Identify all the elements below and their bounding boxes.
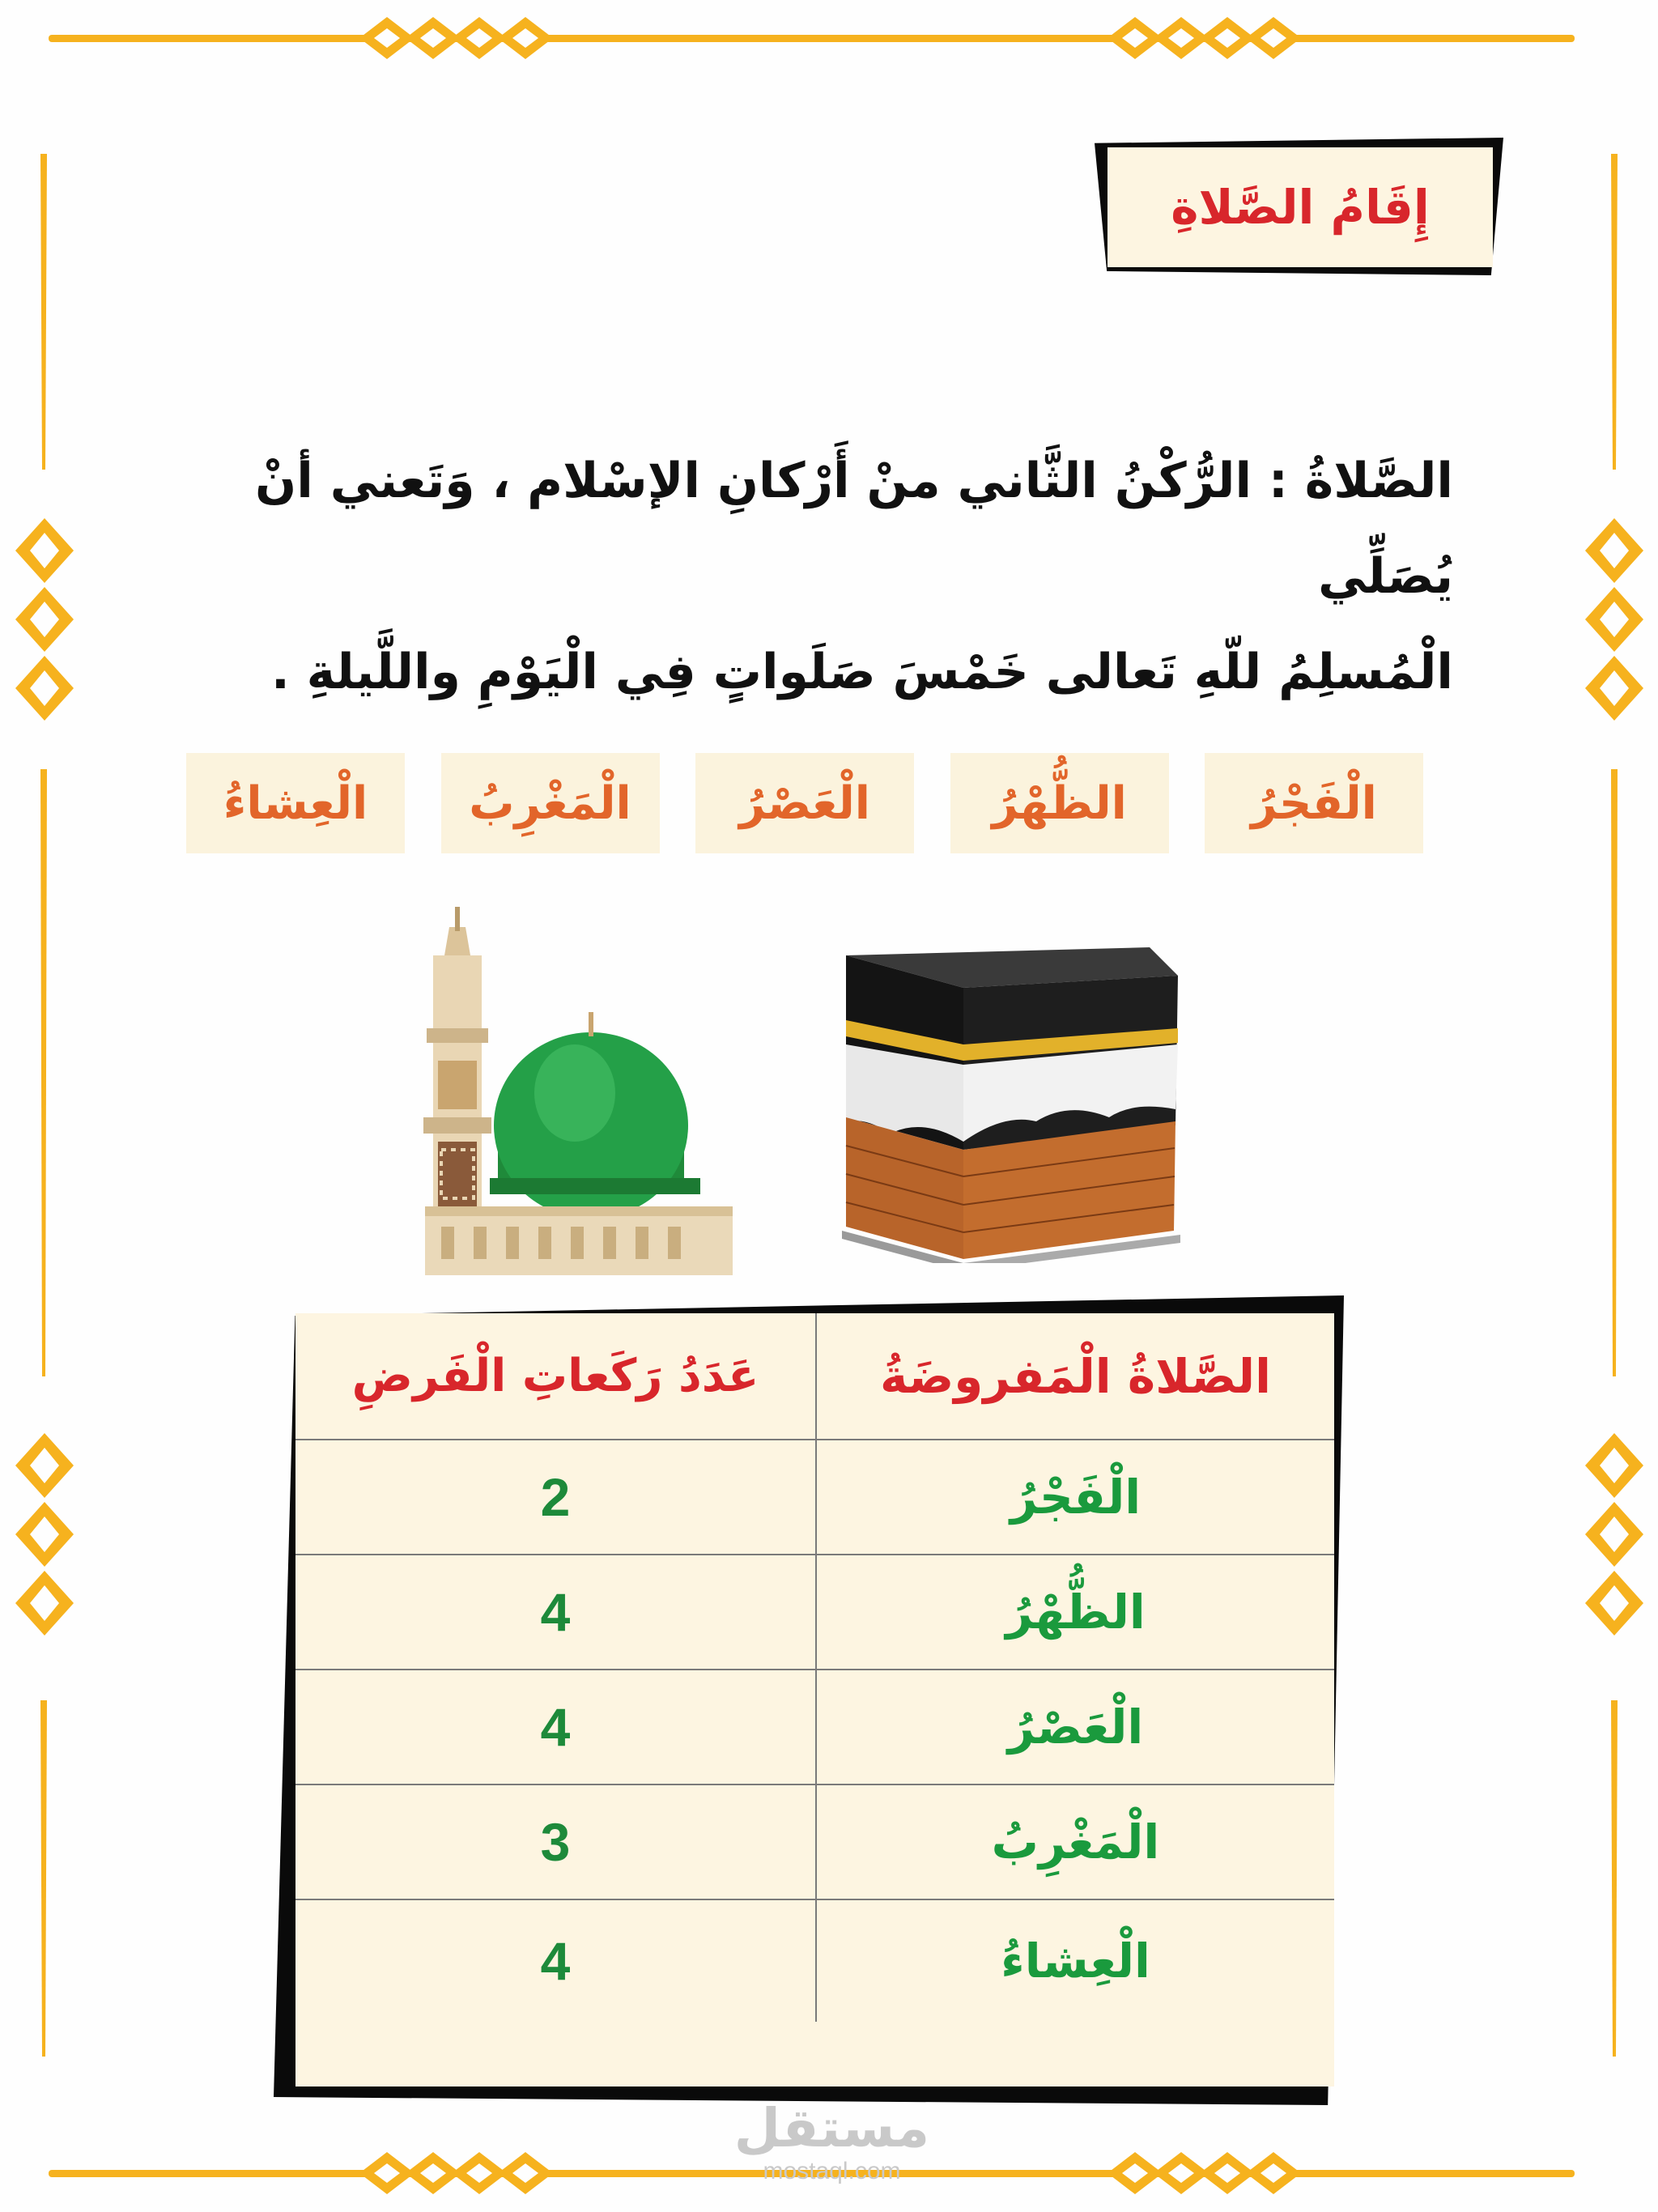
rakaat-count: 4: [295, 1670, 817, 1784]
rakaat-count: 4: [295, 1555, 817, 1669]
prayer-name: الْعَصْرُ: [1007, 1699, 1144, 1755]
prayer-name: الْعِشاءُ: [1001, 1933, 1150, 1989]
rakaat-count: 4: [295, 1900, 817, 2022]
intro-line-1: الصَّلاةُ : الرُّكْنُ الثَّاني منْ أَرْكانِ الإسْلام ، وَتَعني أنْ يُصَلِّي: [255, 453, 1453, 605]
table-row: [295, 1900, 1334, 2022]
intro-line-2: الْمُسلِمُ للّهِ تَعالى خَمْسَ صَلَواتٍ فِي الْيَوْمِ واللَّيلةِ .: [270, 644, 1453, 700]
chip-fajr: الْفَجْرُ: [1205, 753, 1423, 853]
rakaat-count: 2: [295, 1440, 817, 1554]
table-row: [295, 1555, 1334, 1670]
title-box: [1107, 147, 1493, 267]
watermark-url: mostaql.com: [763, 2158, 901, 2184]
rakaat-count: 3: [295, 1785, 817, 1899]
prayer-chips: [186, 753, 1423, 853]
table-row: [295, 1670, 1334, 1785]
kaaba-illustration: [842, 939, 1182, 1263]
table-row: [295, 1785, 1334, 1900]
page-title: إِقَامُ الصَّلاةِ: [1171, 180, 1430, 235]
chip-isha: الْعِشاءُ: [186, 753, 405, 853]
intro-paragraph: [186, 433, 1453, 720]
header-prayer: الصَّلاةُ الْمَفروضَةُ: [880, 1348, 1271, 1404]
header-rakaat: عَدَدُ رَكَعاتِ الْفَرضِ: [295, 1313, 817, 1439]
table-header-row: [295, 1313, 1334, 1440]
prophets-mosque-illustration: [409, 907, 733, 1275]
prayer-name: الظُّهْرُ: [1005, 1585, 1146, 1640]
chip-dhuhr: الظُّهْرُ: [950, 753, 1169, 853]
watermark-logo: مستقل: [733, 2097, 930, 2159]
chip-maghrib: الْمَغْرِبُ: [441, 753, 660, 853]
prayer-name: الْفَجْرُ: [1010, 1470, 1141, 1525]
prayer-name: الْمَغْرِبُ: [991, 1814, 1160, 1870]
chip-asr: الْعَصْرُ: [695, 753, 914, 853]
table-row: [295, 1440, 1334, 1555]
rakaat-table: [295, 1313, 1334, 2087]
